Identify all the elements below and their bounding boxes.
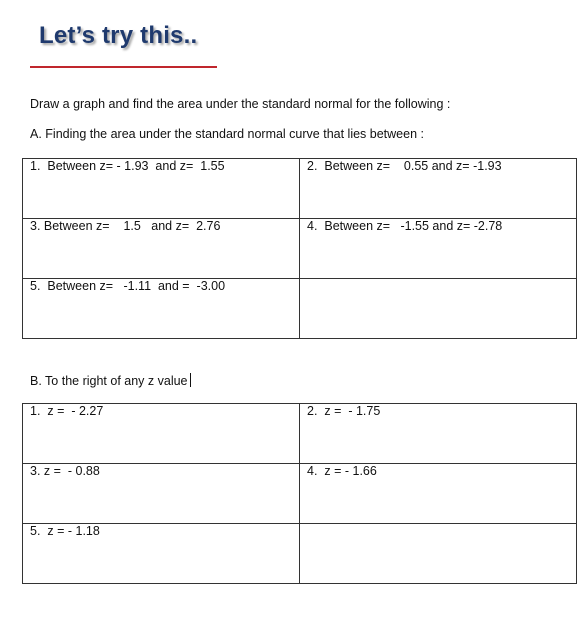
section-a-heading: A. Finding the area under the standard normal curve that lies between : [30,127,424,141]
table-row [23,219,577,279]
table-cell[interactable]: 1. Between z= - 1.93 and z= 1.55 [23,159,300,219]
table-cell[interactable]: 2. z = - 1.75 [300,404,577,464]
table-cell[interactable]: 5. Between z= -1.11 and = -3.00 [23,279,300,339]
title-underline [30,66,217,68]
table-row [23,404,577,464]
table-cell[interactable]: 3. Between z= 1.5 and z= 2.76 [23,219,300,279]
table-cell[interactable] [300,279,577,339]
section-b-table [22,403,577,584]
table-row [23,279,577,339]
table-cell[interactable]: 1. z = - 2.27 [23,404,300,464]
page-title: Let’s try this.. [39,22,198,49]
table-cell[interactable]: 2. Between z= 0.55 and z= -1.93 [300,159,577,219]
section-a-table [22,158,577,339]
table-row [23,464,577,524]
table-row [23,159,577,219]
table-cell[interactable] [300,524,577,584]
section-b-heading-line [30,373,191,388]
table-cell[interactable]: 5. z = - 1.18 [23,524,300,584]
section-b-heading: B. To the right of any z value [30,374,188,388]
text-cursor [190,373,191,387]
table-cell[interactable]: 3. z = - 0.88 [23,464,300,524]
table-cell[interactable]: 4. Between z= -1.55 and z= -2.78 [300,219,577,279]
table-cell[interactable]: 4. z = - 1.66 [300,464,577,524]
table-row [23,524,577,584]
instruction-text: Draw a graph and find the area under the standard normal for the following : [30,97,451,111]
